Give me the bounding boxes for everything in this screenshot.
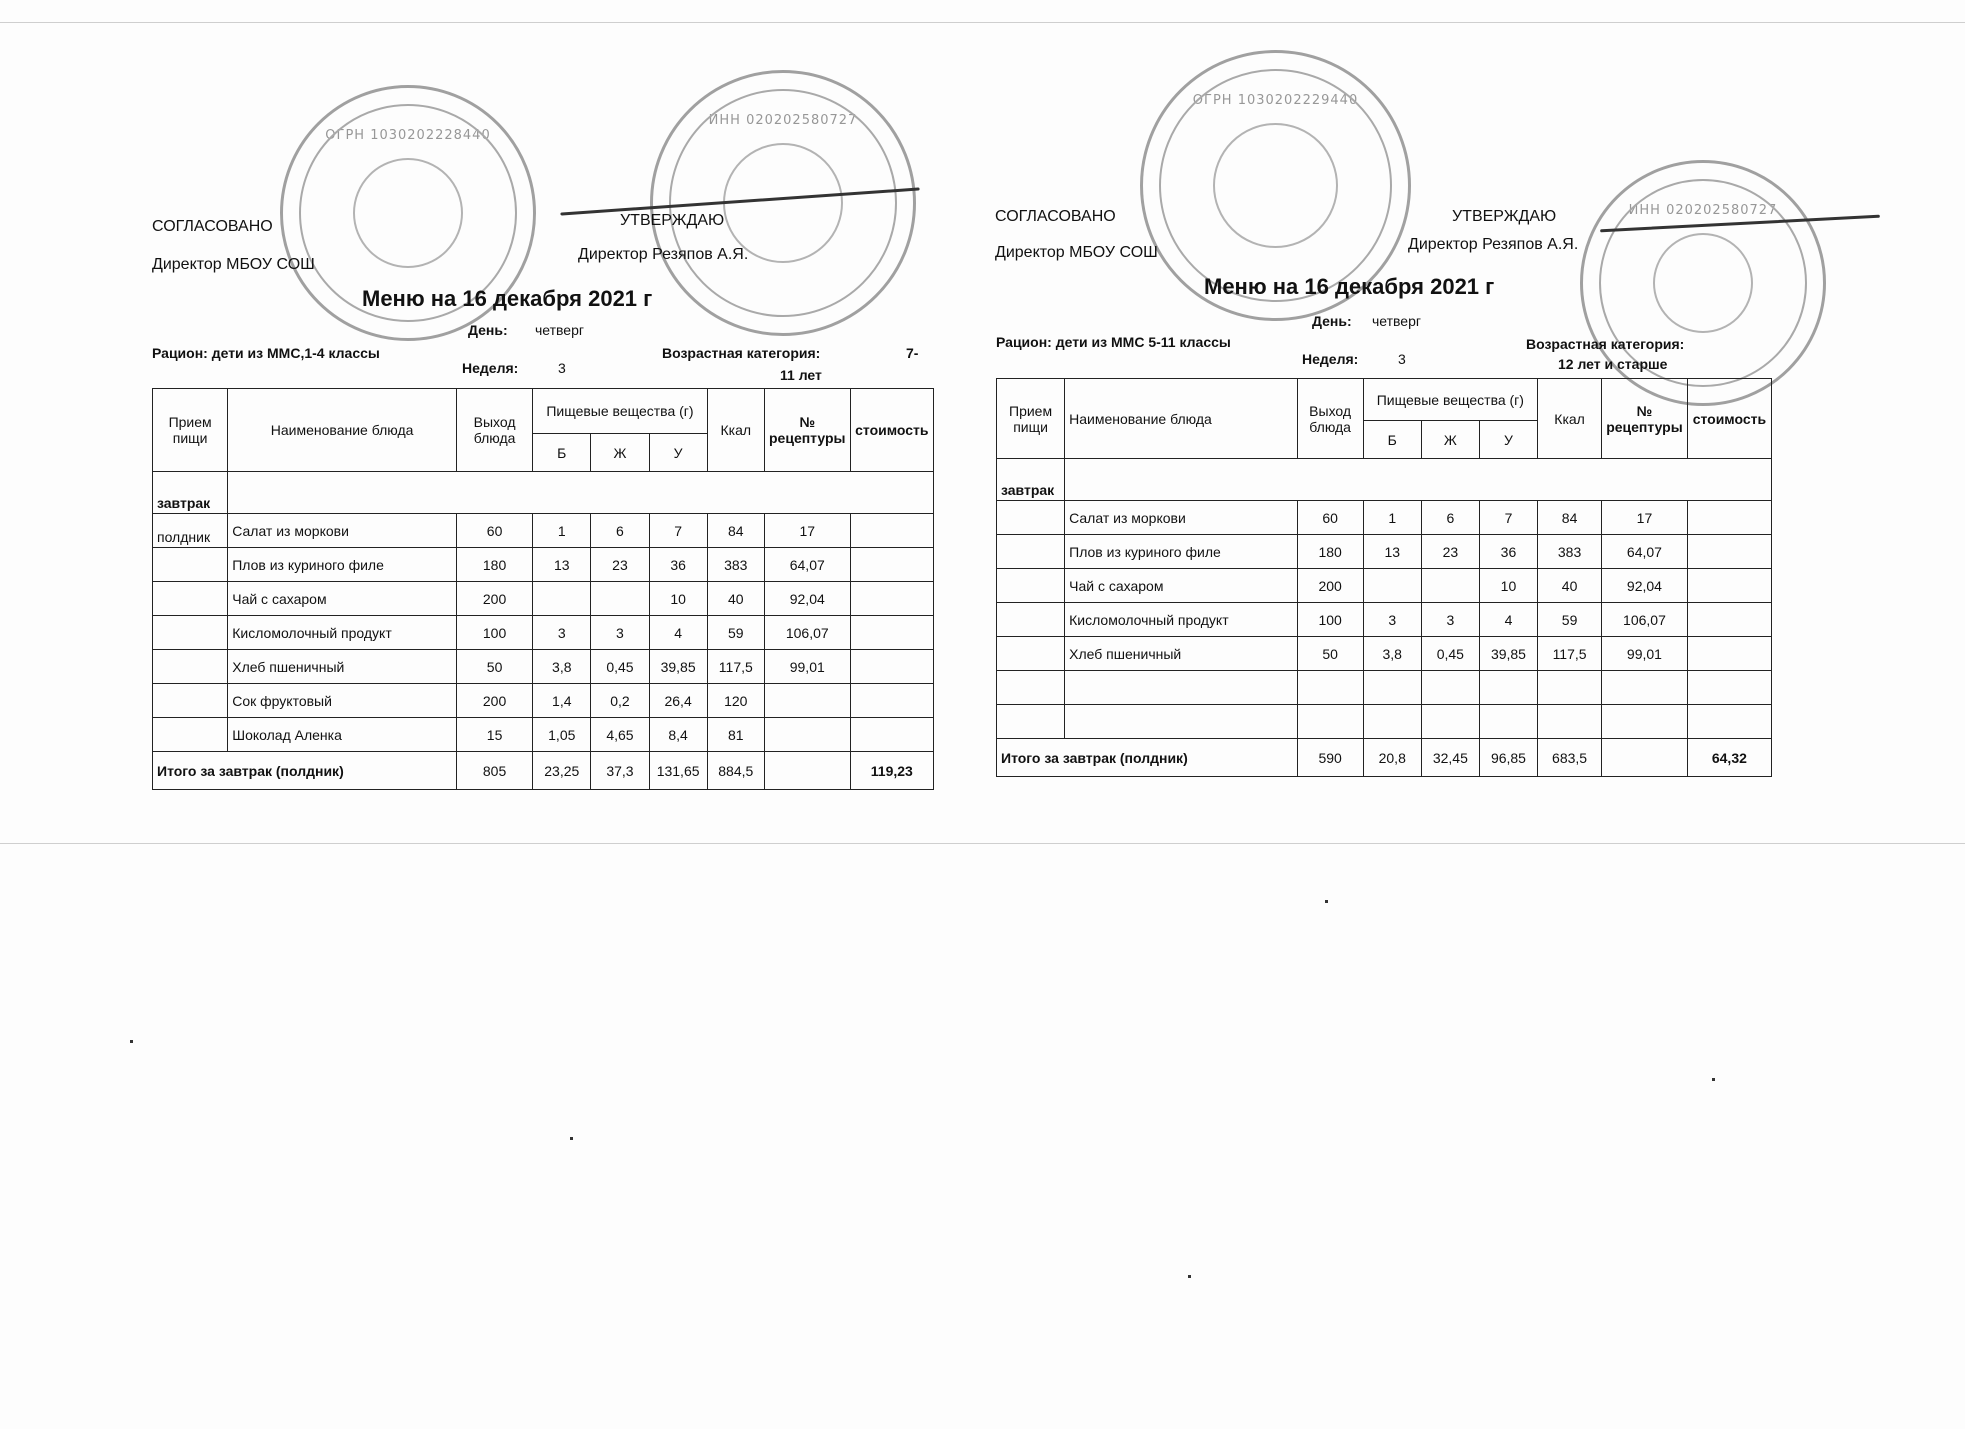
nutrients-header: Пищевые вещества (г) <box>533 389 708 434</box>
cost-value <box>1687 535 1771 569</box>
dish-name: Хлеб пшеничный <box>1065 637 1297 671</box>
meal-cell <box>997 637 1065 671</box>
meal-header: Прием пищи <box>153 389 228 472</box>
menu-table <box>996 378 1772 777</box>
meal-cell <box>153 650 228 684</box>
recipe-number: 99,01 <box>1602 637 1688 671</box>
total-kcal: 683,5 <box>1538 739 1602 777</box>
empty-row <box>228 472 934 514</box>
dish-name: Сок фруктовый <box>228 684 457 718</box>
protein-value: 13 <box>533 548 591 582</box>
carbs-value: 8,4 <box>649 718 707 752</box>
carbs-value <box>1479 671 1537 705</box>
scan-speck <box>1325 900 1328 903</box>
ration-label: Рацион: дети из ММС,1-4 классы <box>152 345 380 361</box>
meal-cell <box>997 603 1065 637</box>
carbs-value: 4 <box>1479 603 1537 637</box>
table-row <box>153 718 934 752</box>
protein-value <box>533 582 591 616</box>
table-row <box>153 616 934 650</box>
carbs-value: 26,4 <box>649 684 707 718</box>
carbs-header: У <box>1479 421 1537 459</box>
seal-text: ИНН 020202580727 <box>1628 203 1778 218</box>
dish-header: Наименование блюда <box>1065 379 1297 459</box>
protein-value: 1 <box>1363 501 1421 535</box>
cost-value <box>1687 671 1771 705</box>
nutrients-header: Пищевые вещества (г) <box>1363 379 1537 421</box>
total-protein: 20,8 <box>1363 739 1421 777</box>
protein-value: 3,8 <box>533 650 591 684</box>
meal-cell: завтрак <box>997 459 1065 501</box>
recipe-number: 92,04 <box>764 582 850 616</box>
fat-header: Ж <box>591 434 649 472</box>
table-row <box>997 637 1772 671</box>
meal-header: Прием пищи <box>997 379 1065 459</box>
protein-value: 3 <box>533 616 591 650</box>
week-label: Неделя: <box>462 360 519 376</box>
confirm-person: Директор Резяпов А.Я. <box>1408 236 1579 253</box>
protein-header: Б <box>533 434 591 472</box>
dish-name: Кисломолочный продукт <box>1065 603 1297 637</box>
dish-name <box>1065 705 1297 739</box>
dish-header: Наименование блюда <box>228 389 457 472</box>
total-yield: 805 <box>456 752 532 790</box>
meal-cell <box>153 582 228 616</box>
scan-artifact-line <box>0 843 1965 844</box>
age-value: 12 лет и старше <box>1558 356 1668 372</box>
protein-value <box>1363 705 1421 739</box>
confirm-label: УТВЕРЖДАЮ <box>1452 208 1557 225</box>
carbs-value: 36 <box>1479 535 1537 569</box>
fat-value: 23 <box>1421 535 1479 569</box>
fat-value: 6 <box>591 514 649 548</box>
recipe-number: 106,07 <box>764 616 850 650</box>
meal-cell <box>153 684 228 718</box>
confirm-person: Директор Резяпов А.Я. <box>578 246 749 263</box>
dish-yield: 100 <box>1297 603 1363 637</box>
cost-value <box>850 548 933 582</box>
total-label: Итого за завтрак (полдник) <box>153 752 457 790</box>
recipe-number: 64,07 <box>764 548 850 582</box>
cost-value <box>850 582 933 616</box>
total-fat: 32,45 <box>1421 739 1479 777</box>
recipe-number: 17 <box>1602 501 1688 535</box>
carbs-value: 10 <box>649 582 707 616</box>
recipe-number <box>1602 705 1688 739</box>
protein-value: 1,4 <box>533 684 591 718</box>
meal-cell <box>153 616 228 650</box>
dish-name: Плов из куриного филе <box>228 548 457 582</box>
fat-value: 3 <box>591 616 649 650</box>
dish-yield: 100 <box>456 616 532 650</box>
kcal-value: 383 <box>1538 535 1602 569</box>
dish-yield: 200 <box>456 684 532 718</box>
carbs-value <box>1479 705 1537 739</box>
kcal-value <box>1538 705 1602 739</box>
kcal-header: Ккал <box>707 389 764 472</box>
table-row <box>997 501 1772 535</box>
kcal-value <box>1538 671 1602 705</box>
dish-name <box>1065 671 1297 705</box>
table-row <box>153 548 934 582</box>
day-label: День: <box>1312 313 1352 329</box>
cost-value <box>850 616 933 650</box>
menu-table <box>152 388 934 790</box>
table-row <box>997 705 1772 739</box>
kcal-value: 40 <box>1538 569 1602 603</box>
total-cost: 64,32 <box>1687 739 1771 777</box>
dish-name: Плов из куриного филе <box>1065 535 1297 569</box>
dish-yield: 180 <box>456 548 532 582</box>
cost-value <box>850 684 933 718</box>
fat-value: 6 <box>1421 501 1479 535</box>
meal-cell <box>997 501 1065 535</box>
day-label: День: <box>468 322 508 338</box>
dish-yield: 50 <box>456 650 532 684</box>
table-row <box>153 582 934 616</box>
scan-speck <box>1712 1078 1715 1081</box>
recipe-number: 106,07 <box>1602 603 1688 637</box>
cost-value <box>1687 501 1771 535</box>
protein-value: 1 <box>533 514 591 548</box>
dish-name: Салат из моркови <box>1065 501 1297 535</box>
protein-value: 1,05 <box>533 718 591 752</box>
recipe-header: № рецептуры <box>764 389 850 472</box>
yield-header: Выход блюда <box>1297 379 1363 459</box>
kcal-value: 117,5 <box>1538 637 1602 671</box>
carbs-value: 39,85 <box>1479 637 1537 671</box>
menu-title: Меню на 16 декабря 2021 г <box>1204 274 1495 299</box>
cost-value <box>850 650 933 684</box>
scan-speck <box>130 1040 133 1043</box>
meal-cell <box>997 569 1065 603</box>
approved-position: Директор МБОУ СОШ <box>152 256 315 273</box>
age-label: Возрастная категория: <box>662 345 821 361</box>
kcal-header: Ккал <box>1538 379 1602 459</box>
table-row <box>997 671 1772 705</box>
kcal-value: 59 <box>1538 603 1602 637</box>
menu-rows <box>997 501 1772 739</box>
day-value: четверг <box>1372 313 1421 329</box>
meal-cell: полдник <box>153 514 228 548</box>
meal-cell <box>153 718 228 752</box>
total-fat: 37,3 <box>591 752 649 790</box>
recipe-number: 99,01 <box>764 650 850 684</box>
dish-yield: 200 <box>456 582 532 616</box>
recipe-number <box>764 718 850 752</box>
cost-value <box>1687 569 1771 603</box>
total-recipe <box>1602 739 1688 777</box>
day-value: четверг <box>535 322 584 338</box>
seal-text: ОГРН 1030202228440 <box>325 128 491 143</box>
age-value: 7- <box>906 345 919 361</box>
menu-title: Меню на 16 декабря 2021 г <box>362 286 653 311</box>
fat-value: 4,65 <box>591 718 649 752</box>
dish-yield <box>1297 705 1363 739</box>
recipe-number: 64,07 <box>1602 535 1688 569</box>
carbs-value: 36 <box>649 548 707 582</box>
cost-header: стоимость <box>1687 379 1771 459</box>
protein-header: Б <box>1363 421 1421 459</box>
kcal-value: 120 <box>707 684 764 718</box>
fat-value: 23 <box>591 548 649 582</box>
carbs-header: У <box>649 434 707 472</box>
protein-value <box>1363 569 1421 603</box>
meal-cell <box>997 705 1065 739</box>
recipe-number <box>764 684 850 718</box>
kcal-value: 81 <box>707 718 764 752</box>
total-yield: 590 <box>1297 739 1363 777</box>
table-row <box>153 650 934 684</box>
total-carbs: 96,85 <box>1479 739 1537 777</box>
carbs-value: 4 <box>649 616 707 650</box>
dish-yield: 50 <box>1297 637 1363 671</box>
scan-artifact-line <box>0 22 1965 23</box>
approved-label: СОГЛАСОВАНО <box>995 208 1116 225</box>
fat-value <box>591 582 649 616</box>
fat-value: 0,2 <box>591 684 649 718</box>
fat-value <box>1421 569 1479 603</box>
dish-name: Чай с сахаром <box>228 582 457 616</box>
menu-rows <box>153 514 934 752</box>
cost-value <box>850 718 933 752</box>
carbs-value: 10 <box>1479 569 1537 603</box>
scan-speck <box>1188 1275 1191 1278</box>
meal-cell <box>997 671 1065 705</box>
recipe-number: 92,04 <box>1602 569 1688 603</box>
cost-value <box>1687 705 1771 739</box>
kcal-value: 383 <box>707 548 764 582</box>
scan-speck <box>570 1137 573 1140</box>
carbs-value: 7 <box>1479 501 1537 535</box>
total-label: Итого за завтрак (полдник) <box>997 739 1298 777</box>
dish-name: Салат из моркови <box>228 514 457 548</box>
table-row <box>153 514 934 548</box>
meal-cell: завтрак <box>153 472 228 514</box>
dish-yield: 180 <box>1297 535 1363 569</box>
protein-value <box>1363 671 1421 705</box>
recipe-header: № рецептуры <box>1602 379 1688 459</box>
age-label: Возрастная категория: <box>1526 336 1685 352</box>
fat-value <box>1421 671 1479 705</box>
kcal-value: 84 <box>707 514 764 548</box>
cost-value <box>850 514 933 548</box>
total-kcal: 884,5 <box>707 752 764 790</box>
kcal-value: 117,5 <box>707 650 764 684</box>
seal-text: ОГРН 1030202229440 <box>1192 93 1359 108</box>
fat-value: 0,45 <box>1421 637 1479 671</box>
week-value: 3 <box>558 360 566 376</box>
fat-value: 3 <box>1421 603 1479 637</box>
age-value: 11 лет <box>780 367 822 383</box>
approved-label: СОГЛАСОВАНО <box>152 218 273 235</box>
week-value: 3 <box>1398 351 1406 367</box>
kcal-value: 59 <box>707 616 764 650</box>
confirm-label: УТВЕРЖДАЮ <box>620 212 725 229</box>
recipe-number: 17 <box>764 514 850 548</box>
kcal-value: 40 <box>707 582 764 616</box>
recipe-number <box>1602 671 1688 705</box>
meal-cell <box>997 535 1065 569</box>
dish-name: Шоколад Аленка <box>228 718 457 752</box>
carbs-value: 7 <box>649 514 707 548</box>
protein-value: 3,8 <box>1363 637 1421 671</box>
dish-name: Кисломолочный продукт <box>228 616 457 650</box>
cost-header: стоимость <box>850 389 933 472</box>
dish-name: Хлеб пшеничный <box>228 650 457 684</box>
dish-yield <box>1297 671 1363 705</box>
table-row <box>153 684 934 718</box>
total-protein: 23,25 <box>533 752 591 790</box>
week-label: Неделя: <box>1302 351 1359 367</box>
approved-position: Директор МБОУ СОШ <box>995 244 1158 261</box>
table-row <box>997 535 1772 569</box>
table-row <box>997 569 1772 603</box>
dish-yield: 60 <box>1297 501 1363 535</box>
total-carbs: 131,65 <box>649 752 707 790</box>
empty-row <box>1065 459 1772 501</box>
seal-text: ИНН 020202580727 <box>708 113 858 128</box>
dish-yield: 200 <box>1297 569 1363 603</box>
fat-header: Ж <box>1421 421 1479 459</box>
fat-value: 0,45 <box>591 650 649 684</box>
yield-header: Выход блюда <box>456 389 532 472</box>
fat-value <box>1421 705 1479 739</box>
dish-name: Чай с сахаром <box>1065 569 1297 603</box>
cost-value <box>1687 603 1771 637</box>
total-cost: 119,23 <box>850 752 933 790</box>
kcal-value: 84 <box>1538 501 1602 535</box>
protein-value: 13 <box>1363 535 1421 569</box>
meal-cell <box>153 548 228 582</box>
cost-value <box>1687 637 1771 671</box>
ration-label: Рацион: дети из ММС 5-11 классы <box>996 334 1231 350</box>
carbs-value: 39,85 <box>649 650 707 684</box>
dish-yield: 60 <box>456 514 532 548</box>
table-row <box>997 603 1772 637</box>
protein-value: 3 <box>1363 603 1421 637</box>
dish-yield: 15 <box>456 718 532 752</box>
total-recipe <box>764 752 850 790</box>
